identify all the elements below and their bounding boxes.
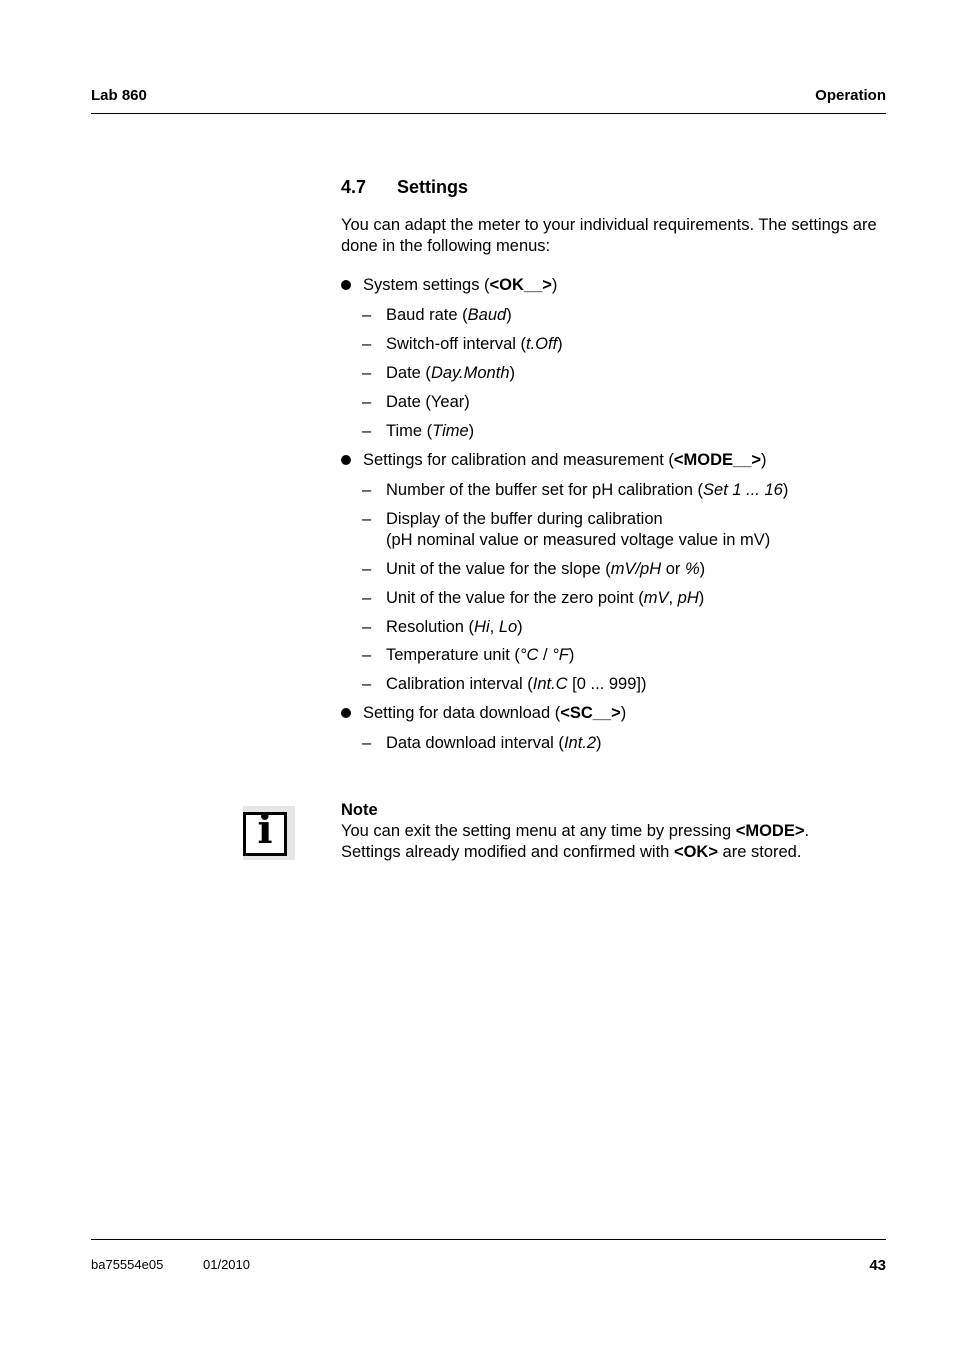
submenu-list-item xyxy=(386,733,602,754)
list-item-part: ) xyxy=(557,335,563,353)
list-item-part: ) xyxy=(596,734,602,752)
list-item-part: Settings for calibration and measurement ( xyxy=(363,451,674,469)
list-item-part: Display of the buffer during calibration xyxy=(386,510,663,528)
dash-marker: – xyxy=(362,675,372,693)
list-item-part: Switch-off interval ( xyxy=(386,335,526,353)
list-item-part: ) xyxy=(568,646,575,664)
dash-marker: – xyxy=(362,335,372,353)
list-item-part: Day.Month xyxy=(430,364,510,382)
list-item-part: , xyxy=(668,589,678,607)
list-item-part: ) xyxy=(468,422,475,440)
list-item-part: [0 ... 999]) xyxy=(567,675,647,693)
footer-document-id: ba75554e05 xyxy=(91,1257,164,1272)
list-item-part: , xyxy=(489,618,499,636)
note-line-1-part: You can exit the setting menu at any time by pressing xyxy=(341,822,736,840)
list-item-part: t.Off xyxy=(526,335,558,353)
note-text-line-2 xyxy=(341,842,801,863)
menu-list-item xyxy=(363,450,767,471)
menu-list-item xyxy=(363,703,626,724)
dash-marker: – xyxy=(362,393,372,411)
submenu-list-item xyxy=(386,421,474,442)
header-divider xyxy=(91,113,886,114)
note-title: Note xyxy=(341,801,378,819)
list-item-part: Time xyxy=(432,422,469,440)
footer-date: 01/2010 xyxy=(203,1257,250,1272)
list-item-part: mV xyxy=(643,589,669,607)
note-line-1-part: <MODE> xyxy=(735,822,805,840)
dash-marker: – xyxy=(362,589,372,607)
list-item-part: °F xyxy=(552,646,569,664)
list-item-part: Unit of the value for the slope ( xyxy=(386,560,611,578)
list-item-part: Data download interval ( xyxy=(386,734,564,752)
bullet-icon xyxy=(341,280,351,290)
list-item-part: ) xyxy=(620,704,627,722)
list-item-part: or xyxy=(661,560,685,578)
note-line-2-part: Settings already modified and confirmed with xyxy=(341,843,674,861)
list-item-part: ) xyxy=(782,481,789,499)
section-heading xyxy=(341,177,468,198)
header-chapter-title: Operation xyxy=(815,87,886,104)
list-item-part: Date (Year) xyxy=(386,393,470,411)
submenu-list-item xyxy=(386,509,770,551)
footer-divider xyxy=(91,1239,886,1240)
submenu-list-item xyxy=(386,674,646,695)
list-item-part: Date ( xyxy=(386,364,431,382)
list-item-part: Resolution ( xyxy=(386,618,475,636)
submenu-list-item xyxy=(386,617,523,638)
list-item-part: % xyxy=(685,560,700,578)
list-item-part: <MODE__> xyxy=(673,451,762,469)
dash-marker: – xyxy=(362,646,372,664)
header-document-title: Lab 860 xyxy=(91,87,147,104)
dash-marker: – xyxy=(362,560,372,578)
section-title: Settings xyxy=(397,177,469,197)
list-item-part: mV/pH xyxy=(610,560,662,578)
list-item-part: Time ( xyxy=(386,422,433,440)
list-item-part: ) xyxy=(761,451,767,469)
dash-marker: – xyxy=(362,618,372,636)
list-item-second-line: (pH nominal value or measured voltage value in mV) xyxy=(386,531,771,549)
list-item-part: Set 1 ... 16 xyxy=(703,481,783,499)
submenu-list-item xyxy=(386,559,705,580)
dash-marker: – xyxy=(362,422,372,440)
dash-marker: – xyxy=(362,734,372,752)
list-item-part: °C xyxy=(519,646,539,664)
dash-marker: – xyxy=(362,481,372,499)
submenu-list-item xyxy=(386,480,788,501)
list-item-part: Setting for data download ( xyxy=(363,704,561,722)
list-item-part: Baud xyxy=(467,306,507,324)
bullet-icon xyxy=(341,455,351,465)
list-item-part: System settings ( xyxy=(363,276,490,294)
list-item-part: ) xyxy=(698,589,705,607)
intro-paragraph: You can adapt the meter to your individual requirements. The settings are done in the following menus: xyxy=(341,216,877,255)
submenu-list-item xyxy=(386,645,574,666)
dash-marker: – xyxy=(362,306,372,324)
note-line-2-part: are stored. xyxy=(717,843,802,861)
dash-marker: – xyxy=(362,510,372,528)
list-item-part: <SC__> xyxy=(560,704,621,722)
info-icon-glyph: i xyxy=(257,806,273,853)
menu-list-item xyxy=(363,275,557,296)
submenu-list-item xyxy=(386,305,512,326)
list-item-part: Calibration interval ( xyxy=(386,675,533,693)
submenu-list-item xyxy=(386,363,515,384)
list-item-part: ) xyxy=(506,306,512,324)
note-text-line-1 xyxy=(341,821,809,842)
list-item-part: Hi xyxy=(474,618,490,636)
page-number: 43 xyxy=(869,1257,886,1274)
list-item-part: Number of the buffer set for pH calibration ( xyxy=(386,481,704,499)
list-item-part: <OK__> xyxy=(489,276,552,294)
list-item-part: ) xyxy=(509,364,515,382)
bullet-icon xyxy=(341,708,351,718)
submenu-list-item xyxy=(386,392,470,413)
list-item-part: Unit of the value for the zero point ( xyxy=(386,589,644,607)
dash-marker: – xyxy=(362,364,372,382)
note-line-2-part: <OK> xyxy=(673,843,718,861)
list-item-part: ) xyxy=(699,560,706,578)
submenu-list-item xyxy=(386,334,563,355)
list-item-part: ) xyxy=(551,276,558,294)
list-item-part: ) xyxy=(517,618,523,636)
info-icon xyxy=(243,806,295,860)
list-item-part: Int.C xyxy=(532,675,568,693)
list-item-part: Baud rate ( xyxy=(386,306,468,324)
list-item-part: / xyxy=(538,646,553,664)
list-item-part: Temperature unit ( xyxy=(386,646,520,664)
list-item-part: Lo xyxy=(498,618,518,636)
submenu-list-item xyxy=(386,588,704,609)
list-item-part: Int.2 xyxy=(563,734,597,752)
list-item-part: pH xyxy=(677,589,699,607)
note-line-1-part: . xyxy=(804,822,810,840)
section-number: 4.7 xyxy=(341,177,367,197)
